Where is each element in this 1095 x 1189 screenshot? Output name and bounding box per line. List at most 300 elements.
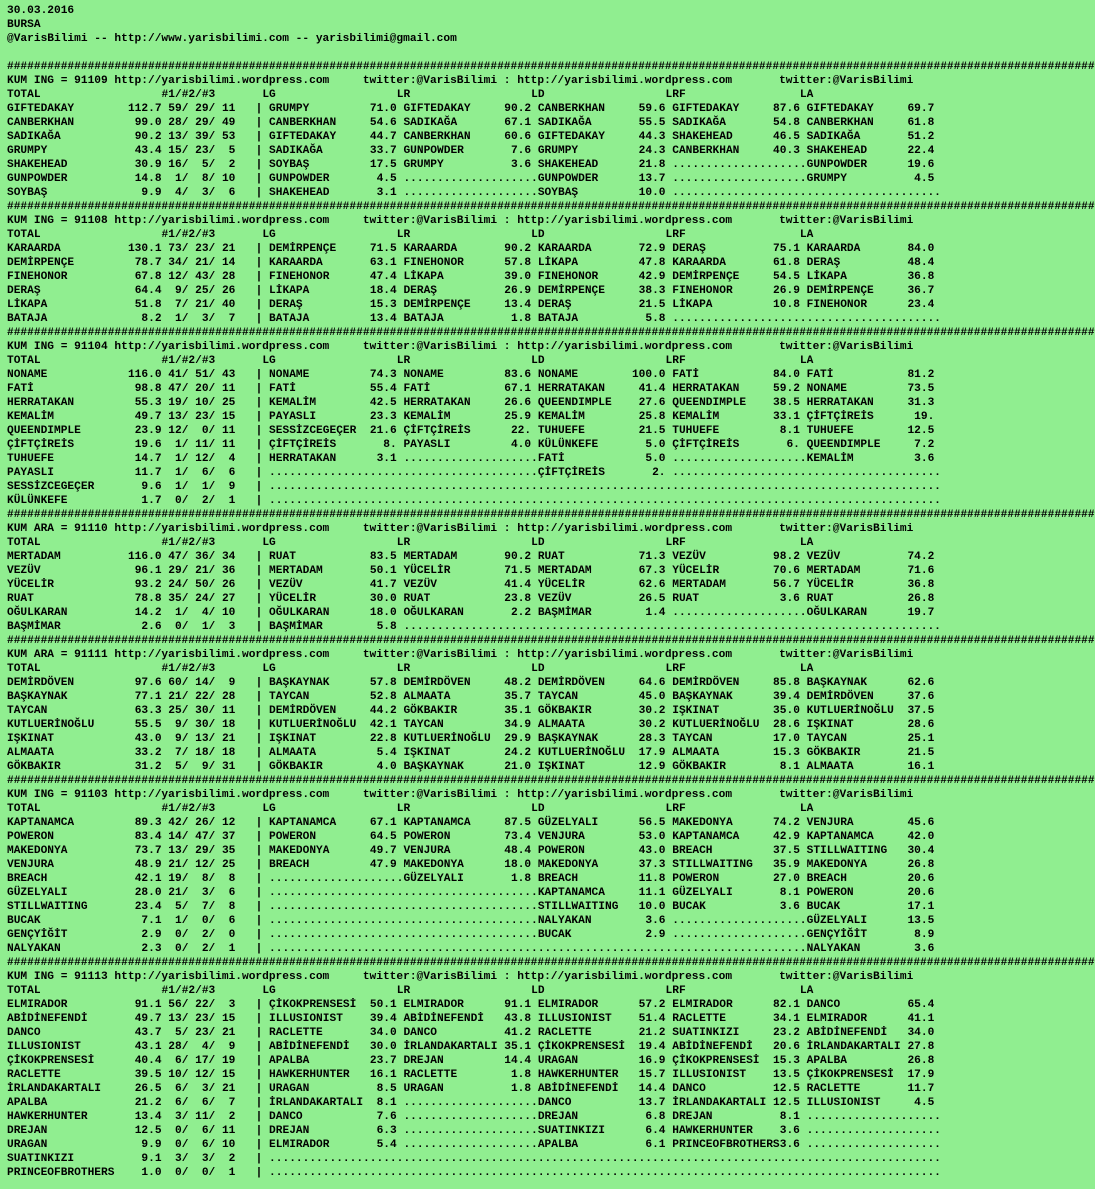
total-score: 39.5 (134, 1069, 162, 1081)
rank-la-cell (800, 858, 934, 872)
column-divider: | (248, 313, 263, 325)
rank-lg-name: SADIKAĞA (262, 145, 323, 157)
rank-lr-cell (397, 256, 531, 270)
rank-la-cell (800, 578, 934, 592)
horse-name: KAPTANAMCA (7, 817, 75, 829)
rank-lrf-placeholder: .................... (665, 607, 807, 619)
rank-la-name: CANBERKHAN (799, 117, 874, 129)
rank-la-cell (800, 1054, 934, 1068)
rank-la-name: KARAARDA (799, 243, 861, 255)
rank-lrf-placeholder: .................... (665, 313, 807, 325)
rank-lr-cell (397, 1068, 531, 1082)
total-score: 116.0 (127, 551, 162, 563)
rank-lg-placeholder: .................... (262, 887, 404, 899)
result-row (7, 676, 1072, 690)
horse-name: BATAJA (7, 313, 48, 325)
rank-lr-score: 67.1 (504, 117, 532, 129)
result-row (7, 998, 1072, 1012)
rank-ld-name: STILLWAITING (531, 901, 619, 913)
rank-ld-placeholder: .................... (531, 481, 673, 493)
rank-lr-score: 73.4 (504, 831, 532, 843)
rank-la-score: 12.5 (907, 425, 935, 437)
rank-la-score: 28.6 (907, 719, 935, 731)
rank-lrf-cell (665, 620, 807, 634)
rank-lrf-cell (666, 816, 800, 830)
rank-la-score: 84.0 (907, 243, 935, 255)
rank-lr-cell (397, 368, 531, 382)
result-row (7, 550, 1072, 564)
rank-lrf-placeholder: .................... (665, 621, 807, 633)
rank-lr-cell (396, 494, 538, 508)
rank-lrf-cell (666, 900, 800, 914)
rank-lrf-cell (665, 172, 807, 186)
rank-la-cell (799, 494, 941, 508)
rank-lg-name: BREACH (262, 859, 310, 871)
rank-lr-score: 35.1 (504, 705, 532, 717)
rank-lg-cell (262, 1082, 396, 1096)
rank-ld-score: 5.0 (645, 439, 666, 451)
total-score: 77.1 (134, 691, 162, 703)
rank-lrf-name: BUCAK (665, 901, 706, 913)
rank-lr-cell (396, 172, 538, 186)
rank-ld-cell (531, 438, 665, 452)
rank-lg-score: 4.5 (376, 173, 397, 185)
rank-lrf-name: POWERON (665, 873, 720, 885)
rank-lg-score: 42.1 (369, 719, 397, 731)
place-counts: 6/ 6/ 7 (161, 1097, 236, 1109)
rank-lg-cell (262, 256, 396, 270)
rank-lrf-name: TUHUEFE (665, 425, 720, 437)
rank-lg-cell (262, 718, 396, 732)
rank-lr-cell (396, 914, 538, 928)
place-counts: 6/ 17/ 19 (161, 1055, 236, 1067)
column-divider: | (248, 593, 263, 605)
rank-lg-score: 8.1 (376, 1097, 397, 1109)
rank-lg-cell (262, 494, 404, 508)
rank-lrf-cell (665, 1152, 807, 1166)
header-lrf: LRF (665, 355, 686, 367)
column-divider: | (248, 243, 263, 255)
rank-lg-score: 8.5 (376, 1083, 397, 1095)
rank-la-cell (800, 872, 934, 886)
rank-lr-cell (397, 746, 531, 760)
header-lg: LG (262, 803, 276, 815)
rank-lr-name: HERRATAKAN (396, 397, 471, 409)
place-counts: 15/ 23/ 5 (161, 145, 236, 157)
rank-lr-name: CANBERKHAN (396, 131, 471, 143)
rank-lg-name: TAYCAN (262, 691, 310, 703)
rank-lr-score: 39.0 (504, 271, 532, 283)
place-counts: 0/ 6/ 10 (161, 1139, 236, 1151)
total-score: 30.9 (134, 159, 162, 171)
result-row (7, 382, 1072, 396)
result-row (7, 858, 1072, 872)
rank-lrf-score: 54.5 (773, 271, 800, 283)
column-divider: | (248, 845, 263, 857)
rank-lr-cell (396, 466, 538, 480)
rank-lr-name: GIFTEDAKAY (396, 103, 471, 115)
rank-lg-score: 5.4 (376, 1139, 397, 1151)
result-row (7, 256, 1072, 270)
horse-name: BAŞKAYNAK (7, 691, 68, 703)
header-places: #1/#2/#3 (161, 663, 216, 675)
rank-lr-score: 34.9 (504, 719, 532, 731)
rank-lg-name: BATAJA (262, 313, 310, 325)
rank-lrf-cell (666, 368, 800, 382)
rank-lrf-score: 17.0 (773, 733, 800, 745)
rank-ld-score: 11.1 (638, 887, 666, 899)
rank-lrf-score: 54.8 (773, 117, 800, 129)
rank-lr-placeholder: .................... (396, 1111, 538, 1123)
rank-la-score: 3.6 (914, 453, 935, 465)
rank-ld-cell (531, 872, 665, 886)
rank-ld-cell (531, 410, 665, 424)
header-places: #1/#2/#3 (161, 229, 216, 241)
rank-ld-score: 38.3 (638, 285, 666, 297)
rank-la-score: 36.7 (907, 285, 935, 297)
rank-lr-placeholder: .................... (396, 1125, 538, 1137)
rank-lrf-score: 74.2 (773, 817, 800, 829)
rank-ld-score: 2. (652, 467, 666, 479)
rank-lr-name: RUAT (396, 593, 431, 605)
rank-lr-name: KARAARDA (396, 243, 458, 255)
rank-lr-name: IŞKINAT (396, 747, 451, 759)
rank-lrf-cell (666, 1124, 800, 1138)
horse-name: GUNPOWDER (7, 173, 68, 185)
rank-ld-score: 2.9 (645, 929, 666, 941)
rank-la-score: 21.5 (907, 747, 935, 759)
total-score: 43.4 (134, 145, 162, 157)
rank-ld-name: HERRATAKAN (531, 383, 605, 395)
rank-lrf-name: SUATINKIZI (665, 1027, 740, 1039)
rank-lrf-name: BAŞKAYNAK (665, 691, 733, 703)
horse-name: MERTADAM (7, 551, 61, 563)
column-divider: | (248, 453, 263, 465)
rank-lr-cell (397, 242, 531, 256)
rank-lr-cell (397, 1054, 531, 1068)
rank-lr-score: 67.1 (504, 383, 532, 395)
place-counts: 0/ 2/ 0 (161, 929, 236, 941)
place-counts: 9/ 30/ 18 (161, 719, 236, 731)
rank-ld-score: 28.3 (638, 733, 666, 745)
result-row (7, 424, 1072, 438)
rank-la-name: SHAKEHEAD (799, 145, 868, 157)
rank-lg-cell (262, 816, 396, 830)
rank-la-score: 30.4 (907, 845, 935, 857)
column-divider: | (248, 159, 263, 171)
rank-lr-cell (396, 620, 538, 634)
rank-lrf-cell (665, 1166, 807, 1180)
rank-lrf-score: 35.0 (773, 705, 800, 717)
total-score: 78.7 (134, 257, 162, 269)
horse-name: KARAARDA (7, 243, 61, 255)
rank-lg-name: DREJAN (262, 1125, 310, 1137)
column-divider: | (248, 285, 263, 297)
rank-ld-cell (531, 172, 665, 186)
rank-lrf-cell (665, 312, 807, 326)
rank-la-name: APALBA (799, 1055, 847, 1067)
rank-la-name: YÜCELİR (799, 579, 854, 591)
rank-ld-cell (531, 1096, 665, 1110)
column-header-row (7, 354, 1072, 368)
rank-lg-name: RACLETTE (262, 1027, 323, 1039)
column-divider: | (248, 131, 263, 143)
rank-lr-score: 4.0 (510, 439, 532, 451)
rank-ld-name: TAYCAN (531, 691, 579, 703)
rank-ld-name: ALMAATA (531, 719, 585, 731)
total-score: 42.1 (134, 873, 162, 885)
race-block (7, 200, 1095, 326)
rank-lg-score: 16.1 (369, 1069, 397, 1081)
rank-lr-placeholder: .................... (396, 467, 538, 479)
rank-ld-cell (531, 1152, 673, 1166)
header-lg: LG (262, 537, 276, 549)
rank-lrf-score: 42.9 (773, 831, 800, 843)
rank-lrf-name: BREACH (665, 845, 713, 857)
rank-lg-name: DANCO (262, 1111, 303, 1123)
rank-lr-cell (396, 1152, 538, 1166)
header-lr: LR (396, 985, 411, 997)
place-counts: 1/ 11/ 11 (161, 439, 236, 451)
rank-lg-placeholder: .................... (262, 915, 404, 927)
rank-lr-placeholder: .................... (396, 495, 538, 507)
rank-ld-name: KAPTANAMCA (531, 887, 605, 899)
rank-ld-score: 1.4 (645, 607, 666, 619)
rank-lrf-cell (666, 102, 800, 116)
total-score: 130.1 (127, 243, 162, 255)
horse-name: URAGAN (7, 1139, 48, 1151)
rank-la-score: 17.1 (907, 901, 935, 913)
rank-la-name: BREACH (799, 873, 847, 885)
rank-lr-name: PAYASLI (396, 439, 451, 451)
header-lr: LR (396, 663, 411, 675)
rank-la-name: DEMİRDÖVEN (799, 691, 874, 703)
rank-lr-cell (396, 1110, 538, 1124)
header-total: TOTAL (7, 355, 41, 367)
rank-la-score: 16.1 (907, 761, 935, 773)
column-divider: | (248, 915, 263, 927)
rank-lrf-cell (665, 914, 807, 928)
header-lg: LG (262, 355, 276, 367)
column-divider: | (248, 943, 263, 955)
rank-lg-score: 13.4 (369, 313, 397, 325)
result-row (7, 270, 1072, 284)
rank-ld-name: BAŞMİMAR (531, 607, 592, 619)
result-row (7, 914, 1072, 928)
result-row (7, 606, 1072, 620)
rank-lrf-name: RUAT (665, 593, 700, 605)
place-counts: 13/ 23/ 15 (161, 411, 236, 423)
rank-la-cell (799, 312, 941, 326)
total-score: 2.3 (141, 943, 162, 955)
place-counts: 12/ 43/ 28 (161, 271, 236, 283)
rank-la-name: IŞKINAT (799, 719, 854, 731)
rank-lg-cell (262, 410, 396, 424)
column-divider: | (248, 1013, 263, 1025)
rank-la-score: 23.4 (907, 299, 935, 311)
rank-lrf-name: ABİDİNEFENDİ (665, 1041, 753, 1053)
column-divider: | (248, 901, 263, 913)
rank-lrf-score: 8.1 (779, 425, 800, 437)
rank-ld-score: 21.5 (638, 299, 666, 311)
total-score: 14.8 (134, 173, 162, 185)
rank-lg-name: ILLUSIONIST (262, 1013, 343, 1025)
total-score: 48.9 (134, 859, 162, 871)
rank-lg-cell (262, 998, 396, 1012)
rank-lr-score: 35.7 (504, 691, 532, 703)
rank-lr-score: 48.2 (504, 677, 532, 689)
rank-la-name: KAPTANAMCA (799, 831, 874, 843)
race-title: KUM ING = 91103 http://yarisbilimi.wordpress.com twitter:@VarisBilimi : http://yarisbilimi.wordpress.com twitter:@VarisBilimi (7, 789, 914, 801)
rank-ld-name: FINEHONOR (531, 271, 599, 283)
rank-ld-score: 13.7 (638, 173, 666, 185)
rank-la-cell (800, 1068, 934, 1082)
result-row (7, 1152, 1072, 1166)
rank-la-name: OĞULKARAN (799, 607, 868, 619)
rank-ld-name: BATAJA (531, 313, 579, 325)
rank-lrf-cell (666, 732, 800, 746)
rank-lr-cell (397, 396, 531, 410)
rank-la-score: 36.8 (907, 271, 935, 283)
result-row (7, 116, 1072, 130)
rank-lrf-score: 28.6 (773, 719, 800, 731)
total-score: 9.9 (141, 187, 162, 199)
rank-ld-name: BAŞKAYNAK (531, 733, 599, 745)
horse-name: KEMALİM (7, 411, 54, 423)
result-row (7, 564, 1072, 578)
rank-lr-cell (397, 270, 531, 284)
place-counts: 1/ 4/ 10 (161, 607, 236, 619)
rank-lrf-name: SADIKAĞA (665, 117, 726, 129)
rank-la-cell (800, 732, 934, 746)
rank-la-name: FATİ (799, 369, 834, 381)
rank-lrf-cell (666, 872, 800, 886)
result-row (7, 158, 1072, 172)
total-score: 89.3 (134, 817, 162, 829)
rank-lg-score: 3.1 (376, 187, 397, 199)
rank-lg-cell (262, 830, 396, 844)
rank-lrf-cell (666, 116, 800, 130)
place-counts: 41/ 51/ 43 (161, 369, 236, 381)
result-row (7, 886, 1072, 900)
rank-lg-score: 33.7 (369, 145, 397, 157)
header-lr: LR (396, 537, 411, 549)
rank-la-cell (800, 452, 934, 466)
rank-la-name: ELMIRADOR (799, 1013, 868, 1025)
result-row (7, 816, 1072, 830)
header-la: LA (799, 229, 814, 241)
rank-lg-name: CANBERKHAN (262, 117, 337, 129)
rank-lrf-score: 10.8 (773, 299, 800, 311)
rank-ld-name: SOYBAŞ (531, 187, 579, 199)
rank-lg-placeholder: .................... (262, 943, 404, 955)
rank-lg-score: 44.2 (369, 705, 397, 717)
rank-ld-placeholder: .................... (531, 1167, 673, 1179)
place-counts: 5/ 23/ 21 (161, 1027, 236, 1039)
header-lg: LG (262, 229, 276, 241)
rank-lr-cell (397, 116, 531, 130)
horse-name: PAYASLI (7, 467, 54, 479)
rank-ld-name: SUATINKIZI (531, 1125, 605, 1137)
total-score: 13.4 (134, 1111, 162, 1123)
horse-name: HAWKERHUNTER (7, 1111, 88, 1123)
column-divider: | (248, 481, 263, 493)
rank-ld-cell (531, 494, 673, 508)
rank-ld-cell (531, 1138, 665, 1152)
rank-la-name: DANCO (799, 999, 841, 1011)
rank-la-name: DERAŞ (799, 257, 841, 269)
rank-lr-cell (397, 732, 531, 746)
rank-ld-score: 55.5 (638, 117, 666, 129)
rank-la-name: NALYAKAN (799, 943, 861, 955)
rank-la-name: DEMİRPENÇE (799, 285, 874, 297)
rank-lr-name: ÇİFTÇİREİS (396, 425, 471, 437)
horse-name: DREJAN (7, 1125, 48, 1137)
result-row (7, 1026, 1072, 1040)
rank-lrf-name: HAWKERHUNTER (665, 1125, 753, 1137)
rank-lr-name: ELMIRADOR (396, 999, 464, 1011)
rank-lr-name: GUNPOWDER (396, 145, 464, 157)
rank-lg-score: 5.4 (376, 747, 397, 759)
rank-lr-name: BATAJA (396, 313, 444, 325)
rank-lr-name: GÜZELYALI (396, 873, 464, 885)
rank-ld-score: 15.7 (638, 1069, 666, 1081)
place-counts: 1/ 0/ 6 (161, 915, 236, 927)
rank-lr-cell (396, 900, 538, 914)
rank-ld-cell (531, 704, 665, 718)
rank-lr-name: OĞULKARAN (396, 607, 464, 619)
rank-la-name: GRUMPY (799, 173, 847, 185)
rank-la-placeholder: .................... (799, 621, 941, 633)
rank-lg-cell (262, 760, 396, 774)
total-score: 49.7 (134, 411, 162, 423)
rank-ld-score: 6.4 (645, 1125, 666, 1137)
header-total: TOTAL (7, 803, 41, 815)
rank-lg-name: KEMALİM (262, 397, 317, 409)
rank-lg-cell (262, 746, 396, 760)
rank-la-score: 74.2 (907, 551, 935, 563)
rank-la-cell (800, 1096, 934, 1110)
rank-la-name: TUHUEFE (799, 425, 854, 437)
rank-lg-cell (262, 172, 396, 186)
column-divider: | (248, 173, 263, 185)
rank-la-cell (799, 1138, 941, 1152)
horse-name: MAKEDONYA (7, 845, 68, 857)
place-counts: 0/ 2/ 1 (161, 495, 236, 507)
rank-lrf-score: 85.8 (773, 677, 800, 689)
rank-la-score: 48.4 (907, 257, 935, 269)
rank-lg-cell (262, 620, 396, 634)
rank-lr-cell (397, 550, 531, 564)
rank-lr-cell (397, 312, 531, 326)
rank-la-cell (800, 158, 934, 172)
rank-lg-cell (262, 690, 396, 704)
total-score: 11.7 (134, 467, 162, 479)
total-score: 23.9 (134, 425, 162, 437)
rank-lg-cell (262, 606, 396, 620)
horse-name: GIFTEDAKAY (7, 103, 75, 115)
column-header-row (7, 228, 1072, 242)
rank-la-placeholder: .................... (799, 481, 941, 493)
result-row (7, 312, 1072, 326)
rank-lg-score: 23.3 (369, 411, 397, 423)
rank-la-score: 73.5 (907, 383, 935, 395)
column-divider: | (248, 817, 263, 829)
result-row (7, 130, 1072, 144)
rank-lr-name: FINEHONOR (396, 257, 464, 269)
rank-lrf-cell (666, 130, 800, 144)
total-score: 96.1 (134, 565, 162, 577)
